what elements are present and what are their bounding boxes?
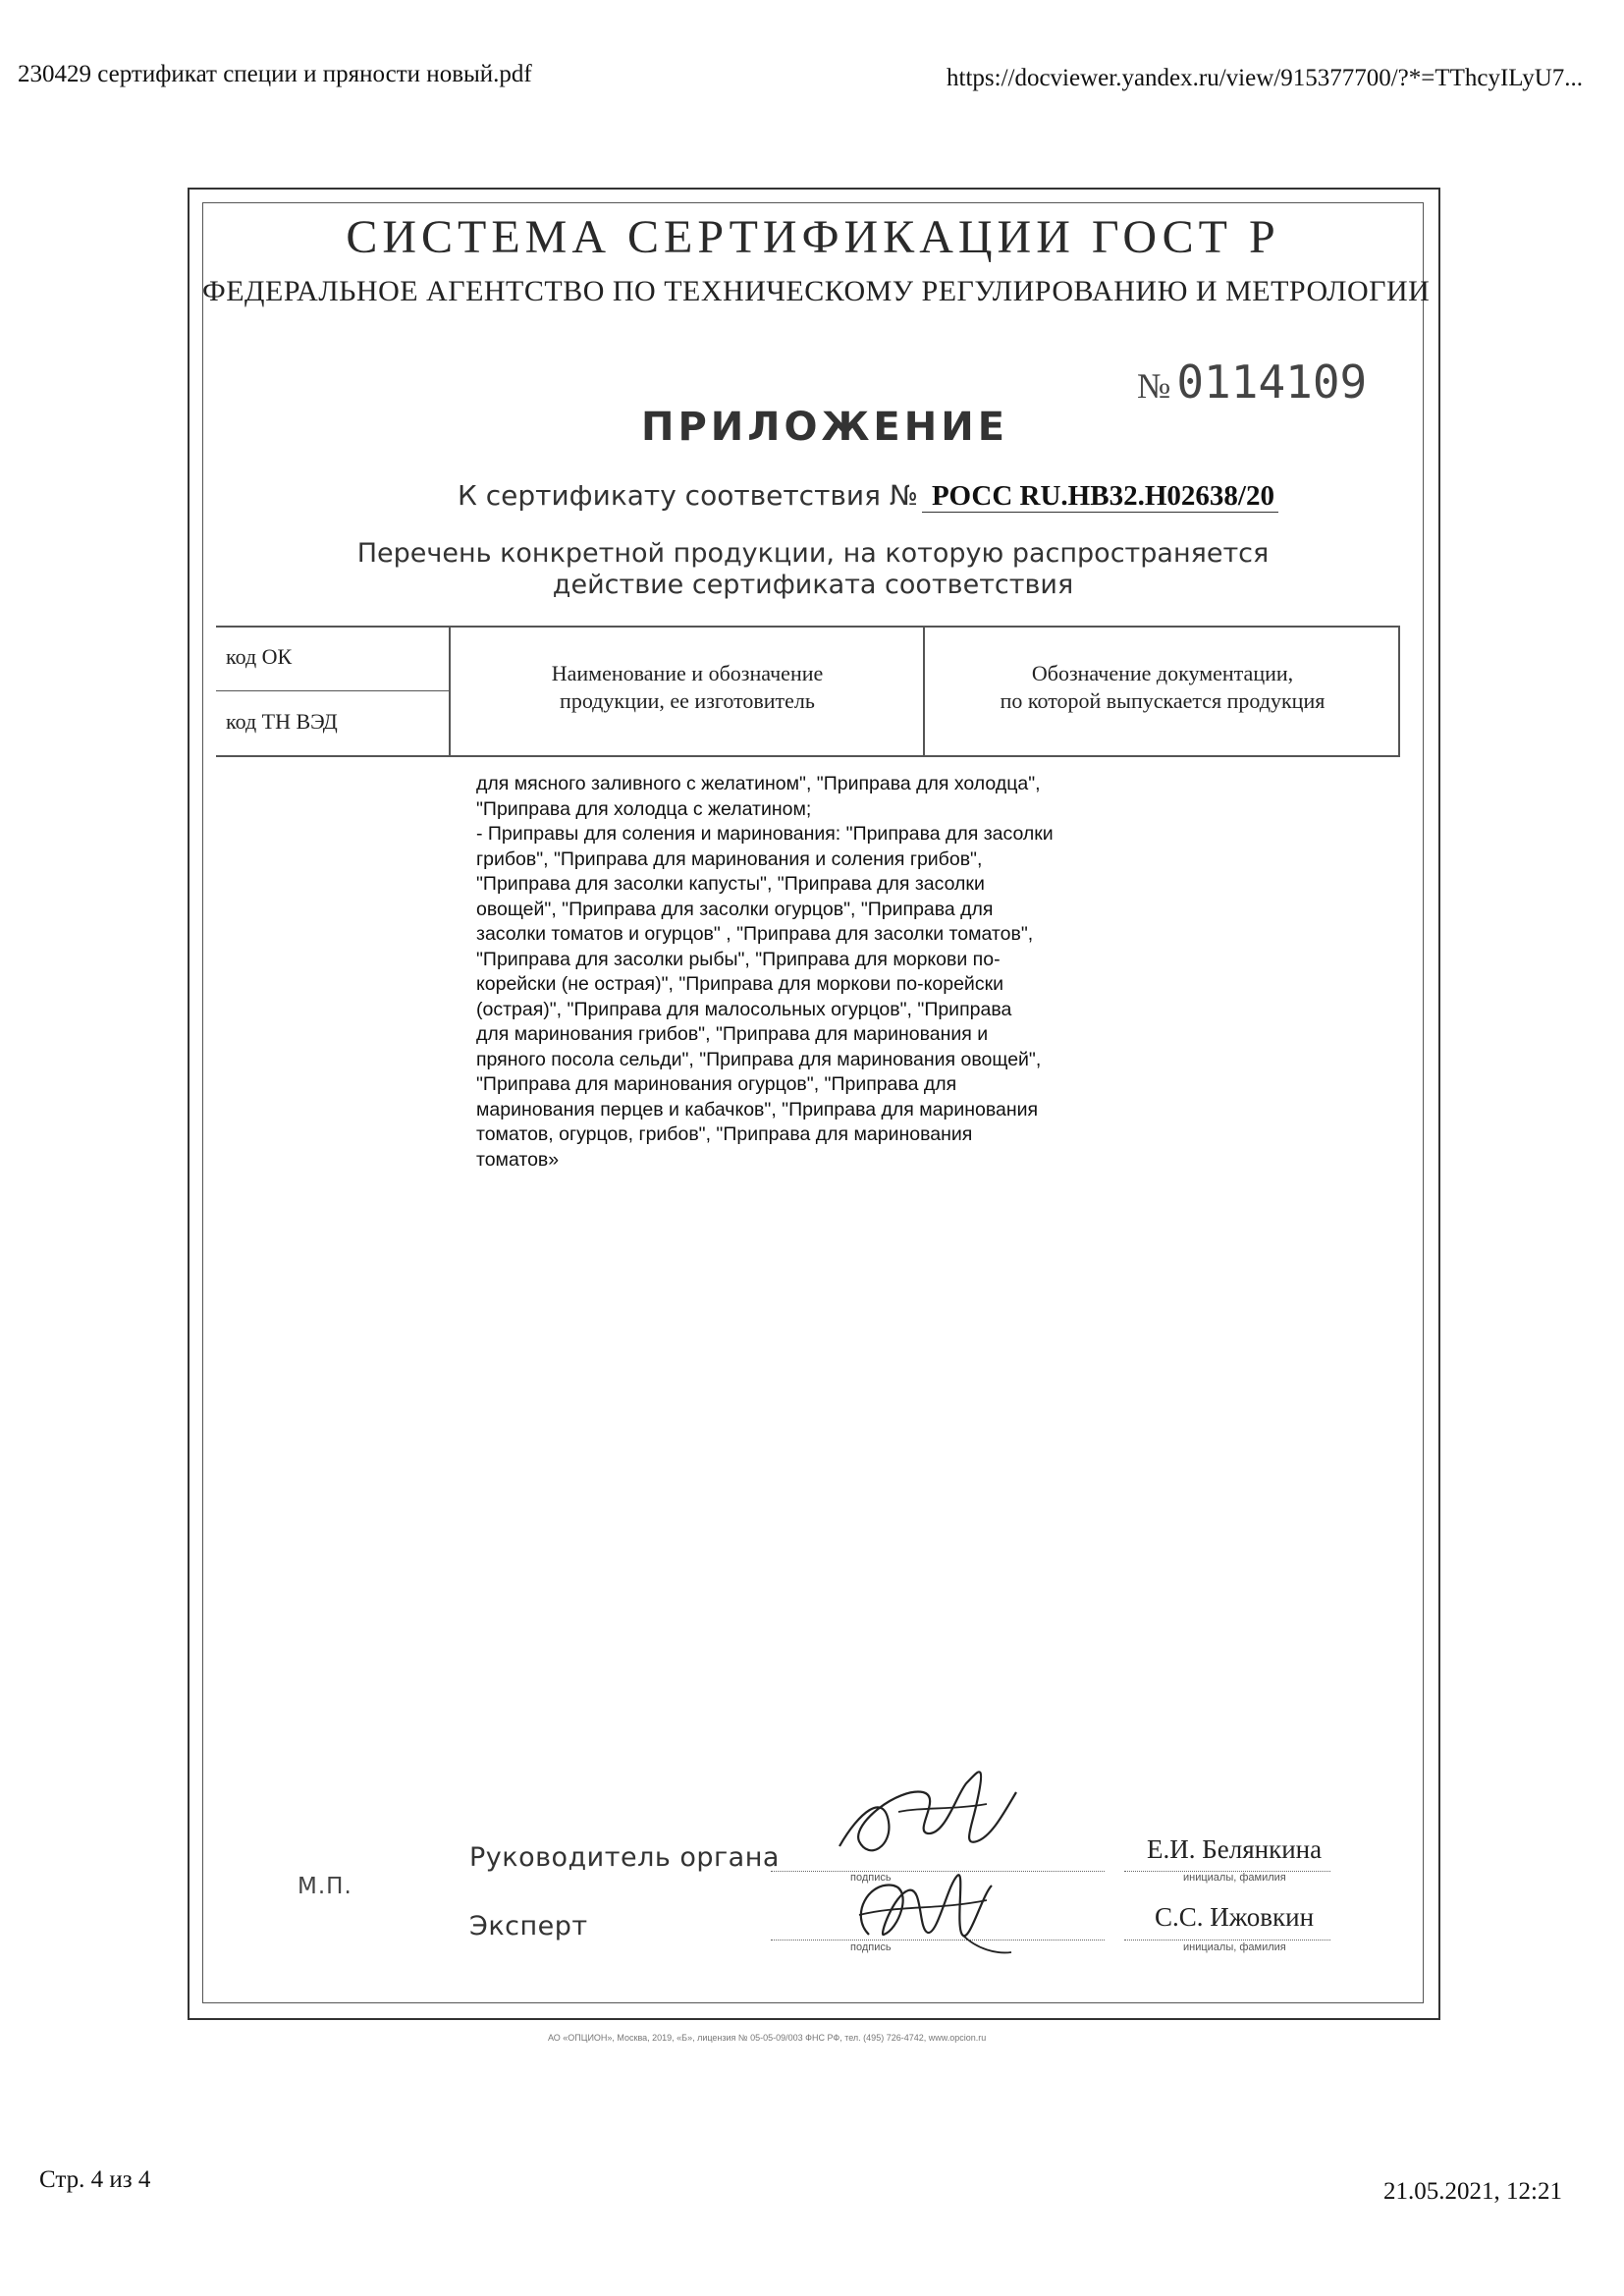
- serial-prefix: №: [1137, 366, 1171, 406]
- head-name: Е.И. Белянкина: [1147, 1834, 1323, 1864]
- printer-imprint: АО «ОПЦИОН», Москва, 2019, «Б», лицензия № 05-05-09/003 ФНС РФ, тел. (495) 726-4742, www.opcion.ru: [548, 2033, 987, 2043]
- expert-name: С.С. Ижовкин: [1155, 1902, 1315, 1932]
- column-product-name: [454, 660, 921, 715]
- stamp-place-label: М.П.: [298, 1874, 352, 1899]
- content-line: томатов, огурцов, грибов", "Приправа для маринования: [476, 1123, 973, 1145]
- content-line: - Приправы для соления и маринования: "Приправа для засолки: [476, 823, 1054, 845]
- expert-signature-caption: подпись: [850, 1941, 892, 1953]
- document-file-title: 230429 сертификат специи и пряности новый.pdf: [18, 61, 532, 87]
- product-list-content: [476, 772, 1095, 1173]
- table-bottom-border: [216, 755, 1400, 757]
- head-signature-caption: подпись: [850, 1872, 892, 1884]
- expert-name-line: [1124, 1940, 1330, 1941]
- content-line: засолки томатов и огурцов" , "Приправа для засолки томатов",: [476, 923, 1034, 945]
- agency-title: ФЕДЕРАЛЬНОЕ АГЕНТСТВО ПО ТЕХНИЧЕСКОМУ РЕГУЛИРОВАНИЮ И МЕТРОЛОГИИ: [202, 275, 1431, 307]
- product-list-title-line2: действие сертификата соответствия: [552, 570, 1074, 600]
- content-line: томатов»: [476, 1148, 560, 1171]
- column-documentation: [928, 660, 1397, 715]
- page-number: Стр. 4 из 4: [39, 2166, 151, 2193]
- certification-system-title: СИСТЕМА СЕРТИФИКАЦИИ ГОСТ Р: [346, 211, 1280, 263]
- code-ok-label: код ОК: [226, 644, 293, 669]
- code-tn-ved-label: код ТН ВЭД: [226, 709, 338, 734]
- expert-label: Эксперт: [469, 1911, 588, 1941]
- expert-signature-image: [839, 1856, 1021, 1964]
- head-of-body-label: Руководитель органа: [469, 1842, 780, 1873]
- column-documentation-line2: по которой выпускается продукция: [1000, 688, 1326, 713]
- table-right-border: [1398, 626, 1400, 755]
- table-code-divider: [216, 690, 449, 691]
- head-name-caption: инициалы, фамилия: [1183, 1872, 1286, 1884]
- serial-number: [1137, 355, 1367, 409]
- head-signature-image: [830, 1753, 1026, 1871]
- certificate-reference-label: К сертификату соответствия №: [458, 479, 918, 512]
- table-top-border: [216, 626, 1400, 628]
- print-datetime: 21.05.2021, 12:21: [1383, 2178, 1562, 2205]
- content-line: грибов", "Приправа для маринования и соления грибов",: [476, 847, 983, 870]
- product-list-title-line1: Перечень конкретной продукции, на которую распространяется: [356, 538, 1270, 569]
- content-line: "Приправа для маринования огурцов", "Приправа для: [476, 1073, 957, 1095]
- certificate-reference: [458, 479, 1278, 513]
- certificate-reference-number: РОСС RU.HB32.H02638/20: [922, 480, 1278, 513]
- content-line: "Приправа для засолки рыбы", "Приправа для моркови по-: [476, 948, 1001, 970]
- column-documentation-line1: Обозначение документации,: [1031, 661, 1294, 685]
- content-line: (острая)", "Приправа для малосольных огурцов", "Приправа: [476, 998, 1012, 1020]
- content-line: "Приправа для холодца с желатином;: [476, 797, 812, 820]
- content-line: корейски (не острая)", "Приправа для моркови по-корейски: [476, 973, 1003, 995]
- serial-value: 0114109: [1176, 355, 1368, 409]
- content-line: маринования перцев и кабачков", "Приправа для маринования: [476, 1098, 1039, 1121]
- table-col-divider-1: [449, 626, 451, 755]
- table-col-divider-2: [923, 626, 925, 755]
- column-product-name-line1: Наименование и обозначение: [551, 661, 824, 685]
- document-url[interactable]: https://docviewer.yandex.ru/view/915377700/?*=TThcyILyU7...: [947, 65, 1583, 91]
- content-line: для маринования грибов", "Приправа для маринования и: [476, 1023, 989, 1045]
- expert-name-caption: инициалы, фамилия: [1183, 1941, 1286, 1953]
- content-line: "Приправа для засолки капусты", "Приправа для засолки: [476, 873, 985, 895]
- content-line: овощей", "Приправа для засолки огурцов", "Приправа для: [476, 898, 994, 920]
- content-line: пряного посола сельди", "Приправа для маринования овощей",: [476, 1048, 1042, 1070]
- column-product-name-line2: продукции, ее изготовитель: [560, 688, 815, 713]
- content-line: для мясного заливного с желатином", "Приправа для холодца",: [476, 773, 1041, 794]
- appendix-heading: ПРИЛОЖЕНИЕ: [640, 405, 1009, 450]
